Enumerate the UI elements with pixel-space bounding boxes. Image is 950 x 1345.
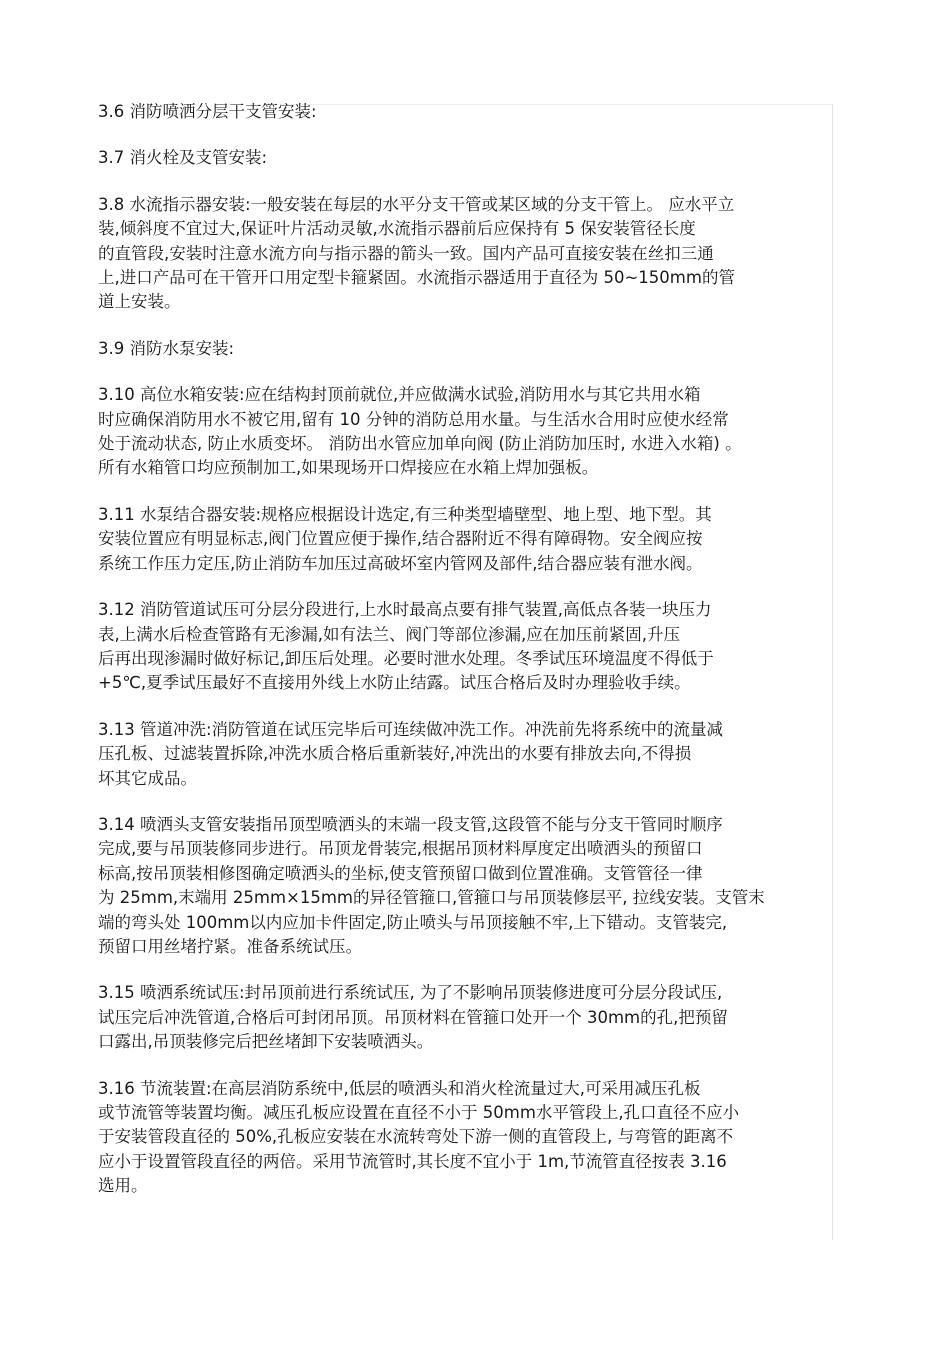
text-line: 的直管段,安装时注意水流方向与指示器的箭头一致。国内产品可直接安装在丝扣三通 [98,243,714,263]
text-line: 3.6 消防喷洒分层干支管安装: [98,102,317,121]
text-line: 或节流管等装置均衡。减压孔板应设置在直径不小于 50mm水平管段上,孔口直径不应小 [98,1103,740,1122]
text-line: 3.14 喷洒头支管安装指吊顶型喷洒头的末端一段支管,这段管不能与分支干管同时顺序 [98,814,723,834]
text-line: 3.8 水流指示器安装:一般安装在每层的水平分支干管或某区域的分支干管上。 应水平立 [98,194,735,214]
paragraph [98,813,838,959]
text-line: 压孔板、过滤装置拆除,冲洗水质合格后重新装好,冲洗出的水要有排放去向,不得损 [98,744,692,764]
paragraph [98,718,838,791]
text-line: 口露出,吊顶装修完后把丝堵卸下安装喷洒头。 [98,1032,434,1052]
text-line: 预留口用丝堵拧紧。准备系统试压。 [98,936,362,956]
text-line: 3.11 水泵结合器安装:规格应根据设计选定,有三种类型墙壁型、地上型、地下型。其 [98,504,712,524]
text-line: 3.12 消防管道试压可分层分段进行,上水时最高点要有排气装置,高低点各装一块压力 [98,600,712,620]
text-line: 端的弯头处 100mm以内应加卡件固定,防止喷头与吊顶接触不牢,上下错动。支管装完, [98,912,728,932]
text-line: 3.15 喷洒系统试压:封吊顶前进行系统试压, 为了不影响吊顶装修进度可分层分段试压, [98,983,723,1003]
paragraph [98,146,838,170]
text-line: +5℃,夏季试压最好不直接用外线上水防止结露。试压合格后及时办理验收手续。 [98,673,691,693]
text-line: 为 25mm,末端用 25mm×15mm的异径管箍口,管箍口与吊顶装修层平, 拉线安装。支管末 [98,888,765,908]
paragraph [98,383,838,481]
text-line: 处于流动状态, 防止水质变坏。 消防出水管应加单向阀 (防止消防加压时, 水进入水箱) 。 [98,434,742,454]
text-line: 系统工作压力定压,防止消防车加压过高破坏室内管网及部件,结合器应装有泄水阀。 [98,553,703,573]
text-line: 3.7 消火栓及支管安装: [98,148,268,168]
text-line: 坏其它成品。 [98,768,197,788]
text-line: 3.10 高位水箱安装:应在结构封顶前就位,并应做满水试验,消防用水与其它共用水箱 [98,385,701,405]
paragraph [98,598,838,696]
text-line: 试压完后冲洗管道,合格后可封闭吊顶。吊顶材料在管箍口处开一个 30mm的孔,把预留 [98,1007,728,1027]
text-line: 应小于设置管段直径的两倍。采用节流管时,其长度不宜小于 1m,节流管直径按表 3.16 [98,1151,727,1171]
paragraph [98,503,838,576]
text-line: 选用。 [98,1176,148,1196]
text-line: 安装位置应有明显标志,阀门位置应便于操作,结合器附近不得有障碍物。安全阀应按 [98,529,703,549]
text-line: 上,进口产品可在干管开口用定型卡箍紧固。水流指示器适用于直径为 50~150mm的管 [98,268,735,288]
text-line: 标高,按吊顶装相修图确定喷洒头的坐标,使支管预留口做到位置准确。支管管径一律 [98,863,703,883]
document-body [98,100,838,1221]
paragraph [98,193,838,315]
text-line: 装,倾斜度不宜过大,保证叶片活动灵敏,水流指示器前后应保持有 5 保安装管径长度 [98,219,696,239]
text-line: 后再出现渗漏时做好标记,卸压后处理。必要时泄水处理。冬季试压环境温度不得低于 [98,648,714,668]
text-line: 3.13 管道冲洗:消防管道在试压完毕后可连续做冲洗工作。冲洗前先将系统中的流量减 [98,719,724,739]
paragraph [98,981,838,1054]
text-line: 道上安装。 [98,292,181,312]
paragraph [98,337,838,361]
paragraph [98,100,838,124]
text-line: 表,上满水后检查管路有无渗漏,如有法兰、阀门等部位渗漏,应在加压前紧固,升压 [98,624,680,644]
text-line: 于安装管段直径的 50%,孔板应安装在水流转弯处下游一侧的直管段上, 与弯管的距离不 [98,1127,734,1147]
text-line: 3.9 消防水泵安装: [98,338,235,358]
text-line: 完成,要与吊顶装修同步进行。吊顶龙骨装完,根据吊顶材料厚度定出喷洒头的预留口 [98,839,703,859]
paragraph [98,1077,838,1199]
text-line: 所有水箱管口均应预制加工,如果现场开口焊接应在水箱上焊加强板。 [98,458,599,478]
text-line: 3.16 节流装置:在高层消防系统中,低层的喷洒头和消火栓流量过大,可采用减压孔板 [98,1078,701,1098]
text-line: 时应确保消防用水不被它用,留有 10 分钟的消防总用水量。与生活水合用时应使水经常 [98,409,729,429]
